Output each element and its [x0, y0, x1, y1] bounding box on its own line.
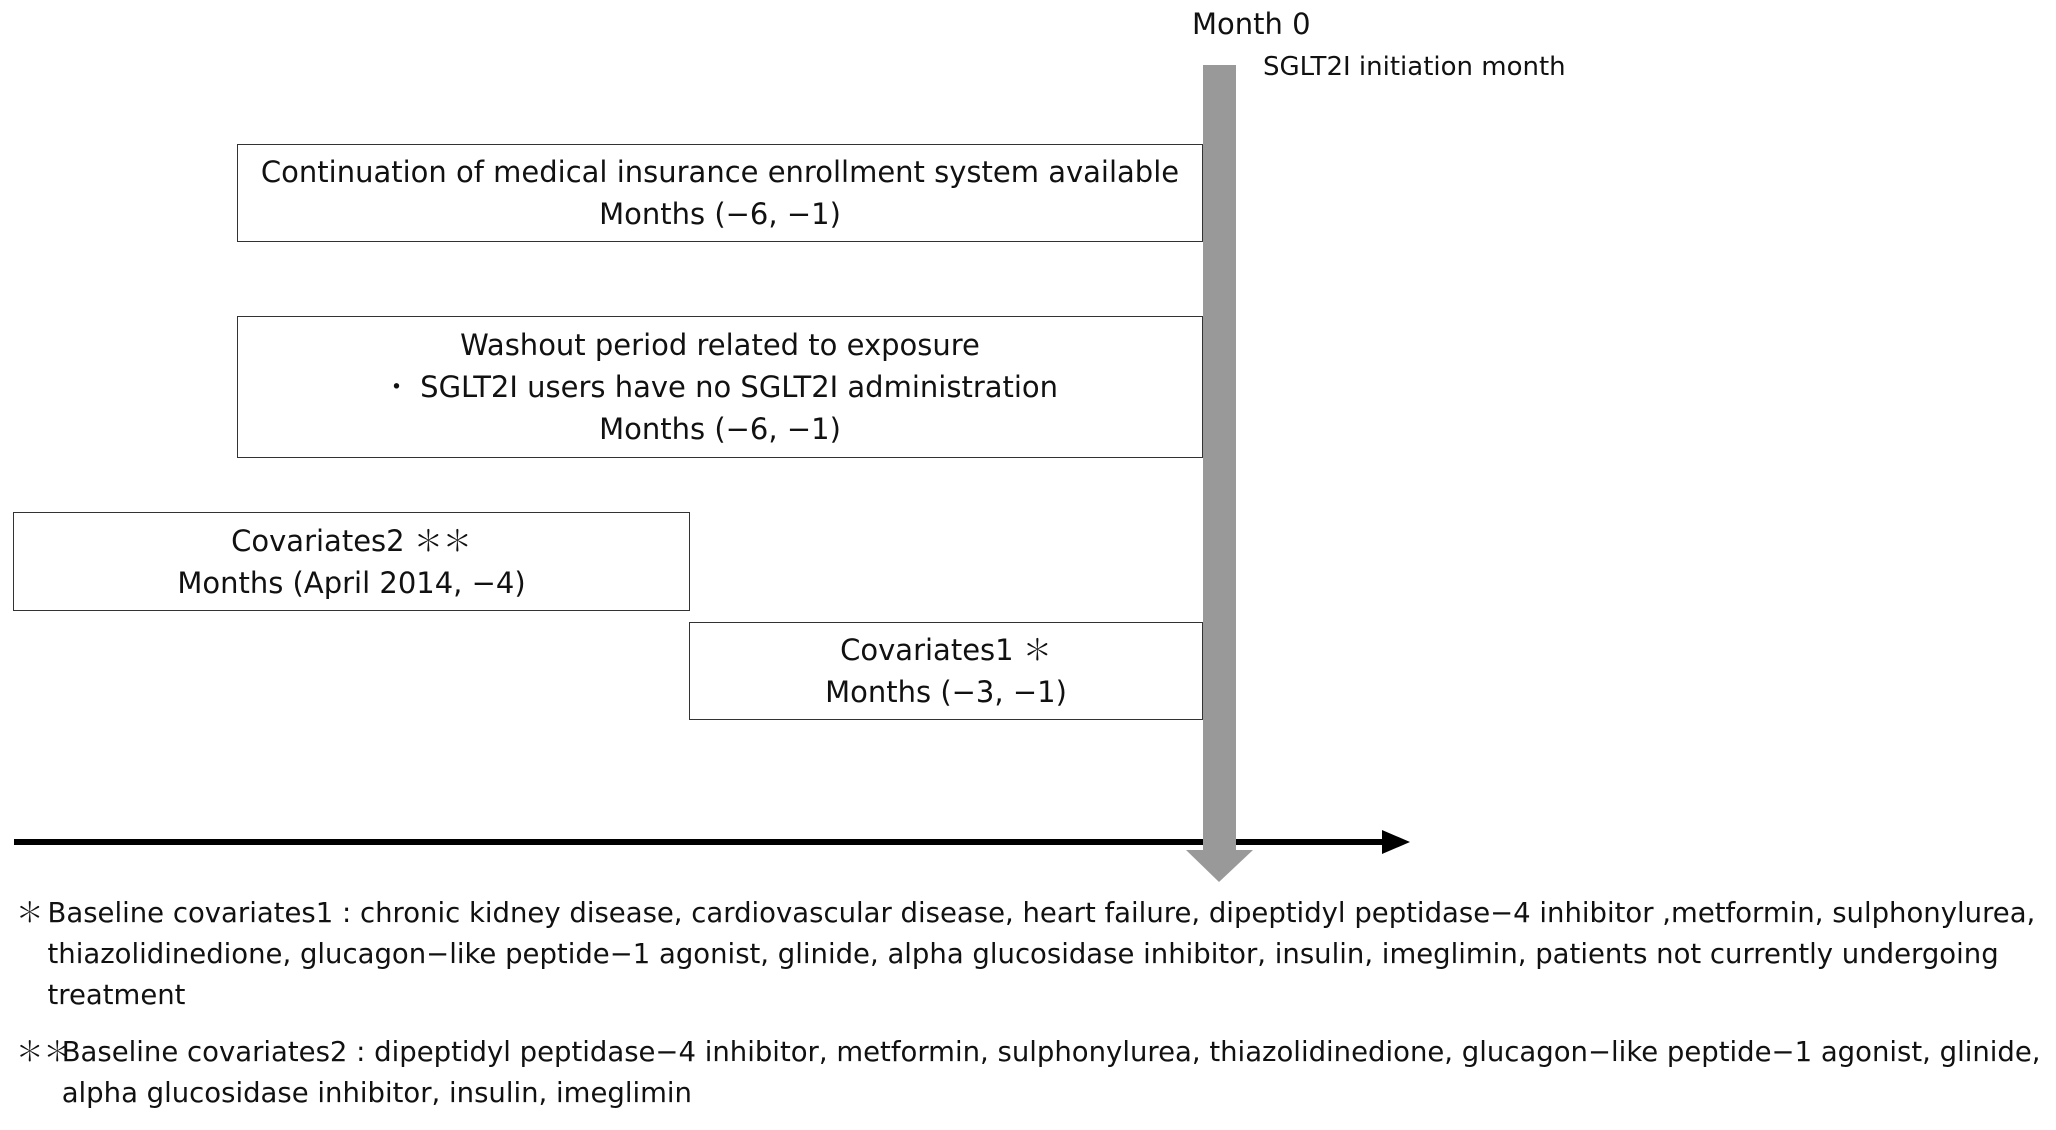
month0-label: Month 0 [1192, 7, 1311, 41]
initiation-month-label: SGLT2I initiation month [1263, 52, 1566, 82]
enrollment-box [237, 144, 1203, 242]
enrollment-period: Months (−6, −1) [599, 197, 841, 231]
footnote-covariates1 [16, 893, 2046, 1016]
footnotes [16, 893, 2046, 1130]
washout-period: Months (−6, −1) [599, 412, 841, 446]
footnote-covariates2 [16, 1032, 2046, 1114]
washout-title: Washout period related to exposure [460, 328, 980, 362]
covariates1-box [689, 622, 1203, 720]
covariates1-period: Months (−3, −1) [825, 675, 1067, 709]
footnote-mark: ＊＊ [16, 1036, 71, 1068]
time-axis-arrowhead [1382, 830, 1410, 854]
washout-criterion: ・ SGLT2I users have no SGLT2I administration [381, 370, 1059, 404]
covariates2-period: Months (April 2014, −4) [177, 565, 526, 600]
enrollment-title: Continuation of medical insurance enrollment system available [260, 155, 1180, 189]
month0-arrowhead [1186, 850, 1253, 882]
covariates1-title: Covariates1 ＊ [840, 633, 1052, 667]
covariates2-title: Covariates2 ＊＊ [231, 523, 472, 558]
footnote-mark: ＊ [16, 897, 44, 929]
washout-box [237, 316, 1203, 458]
covariates2-box [13, 512, 690, 611]
month0-bar [1203, 65, 1236, 852]
footnote-text: Baseline covariates2 : dipeptidyl peptidase−4 inhibitor, metformin, sulphonylurea, thiazolidinedione, glucagon−like peptide−1 agonist, glinide, alpha glucosidase inhibitor, insulin, imeglimin [61, 1036, 2041, 1109]
footnote-text: Baseline covariates1 : chronic kidney disease, cardiovascular disease, heart failure, dipeptidyl peptidase−4 inhibitor ,metformin, sulphonylurea, thiazolidinedione, glucagon−like peptide−1 agonist, glinide, alpha glucosidase inhibitor, insulin, imeglimin, patients not currently undergoing treatment [47, 897, 2036, 1011]
